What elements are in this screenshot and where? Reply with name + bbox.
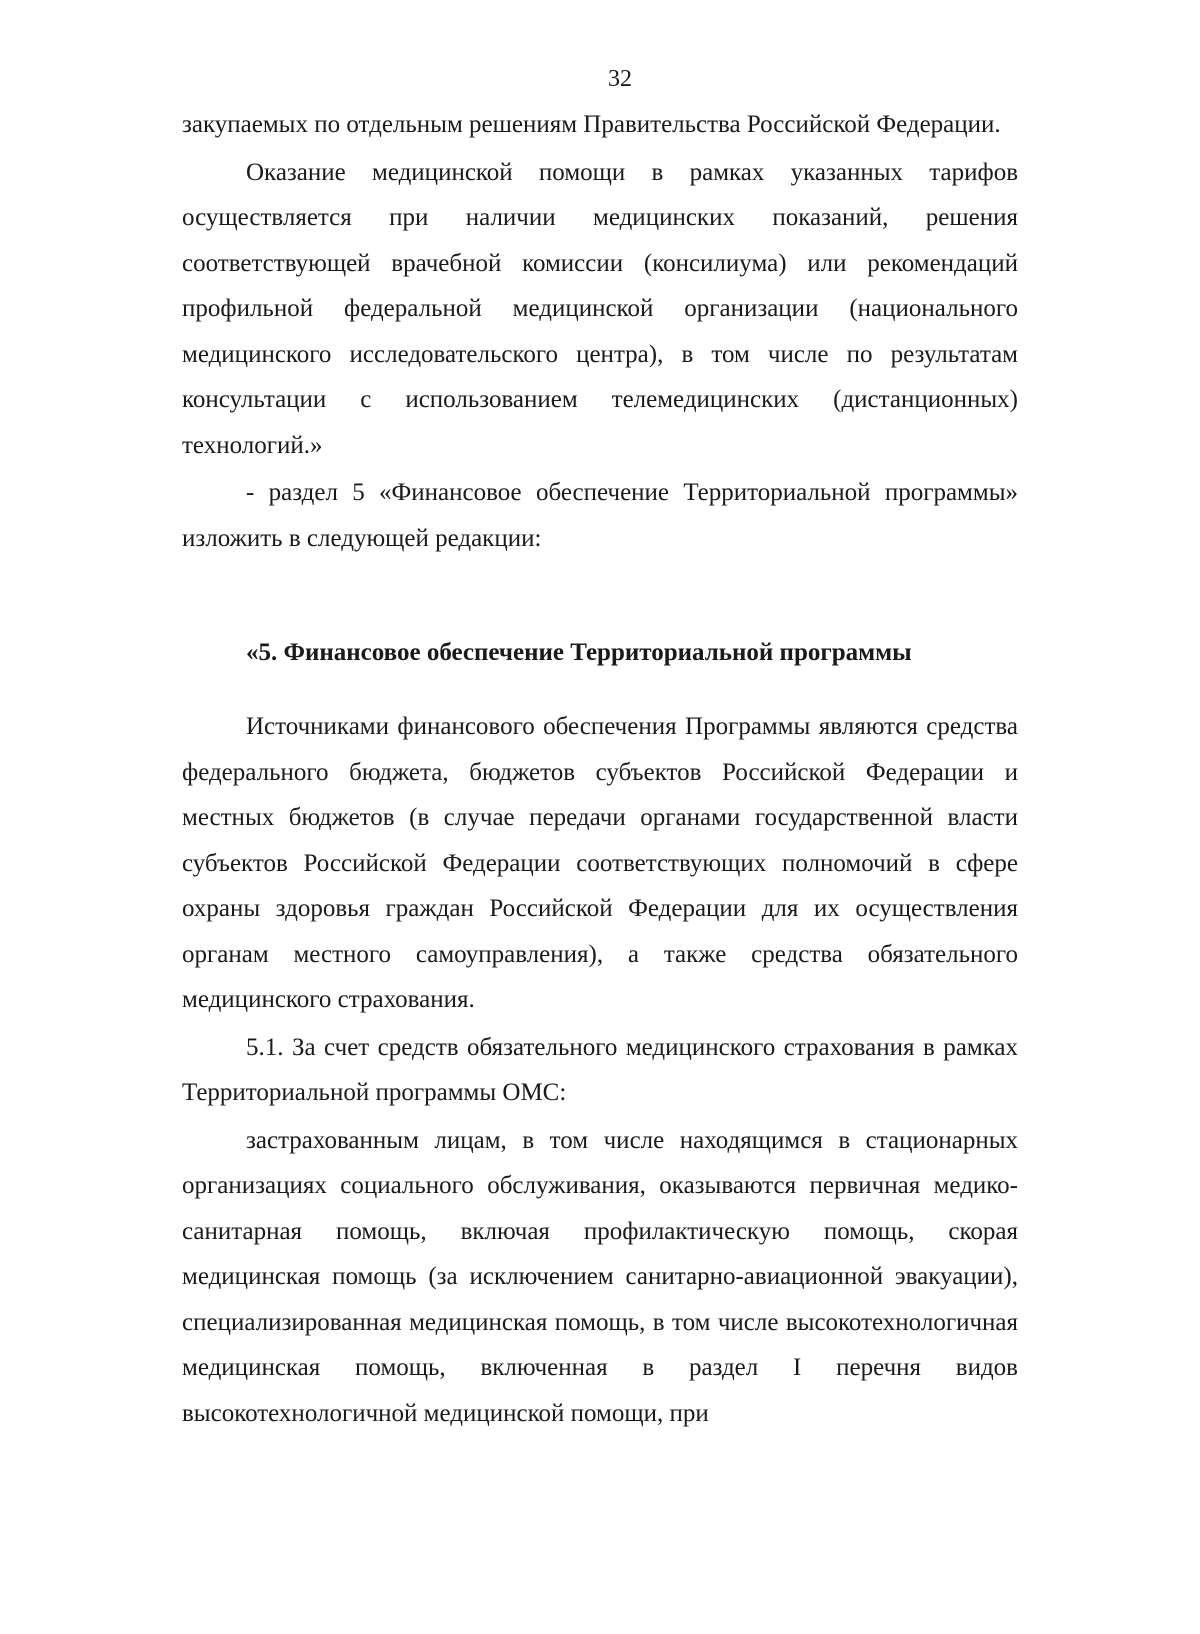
paragraph-medical-care: Оказание медицинской помощи в рамках указанных тарифов осуществляется при наличии медицинских показаний, решения соответствующей врачебной комиссии (консилиума) или рекомендаций профильной федеральной медицинской организации (национального медицинского исследовательского центра), в том числе по результатам консультации с использованием телемедицинских (дистанционных) технологий.» bbox=[182, 158, 1018, 459]
paragraph-section-amendment: - раздел 5 «Финансовое обеспечение Территориальной программы» изложить в следующей редакции: bbox=[182, 479, 1018, 552]
text-block-top bbox=[182, 102, 1018, 561]
section-heading: «5. Финансовое обеспечение Территориальной программы bbox=[246, 639, 912, 666]
paragraph-continuation: закупаемых по отдельным решениям Правительства Российской Федерации. bbox=[182, 111, 1001, 138]
paragraph-insured-persons: застрахованным лицам, в том числе находящимся в стационарных организациях социального обслуживания, оказываются первичная медико-санитарная помощь, включая профилактическую помощь, скорая медицинская помощь (за исключением санитарно-авиационной эвакуации), специализированная медицинская помощь, в том числе высокотехнологичная медицинская помощь, включенная в раздел I перечня видов высокотехнологичной медицинской помощи, при bbox=[182, 1126, 1018, 1427]
paragraph-5-1: 5.1. За счет средств обязательного медицинского страхования в рамках Территориальной программы ОМС: bbox=[182, 1033, 1018, 1106]
paragraph-funding-sources: Источниками финансового обеспечения Программы являются средства федерального бюджета, бюджетов субъектов Российской Федерации и местных бюджетов (в случае передачи органами государственной власти субъектов Российской Федерации соответствующих полномочий в сфере охраны здоровья граждан Российской Федерации для их осуществления органам местного самоуправления), а также средства обязательного медицинского страхования. bbox=[182, 713, 1018, 1013]
page-number: 32 bbox=[608, 66, 632, 92]
text-block-bottom bbox=[182, 704, 1018, 1436]
